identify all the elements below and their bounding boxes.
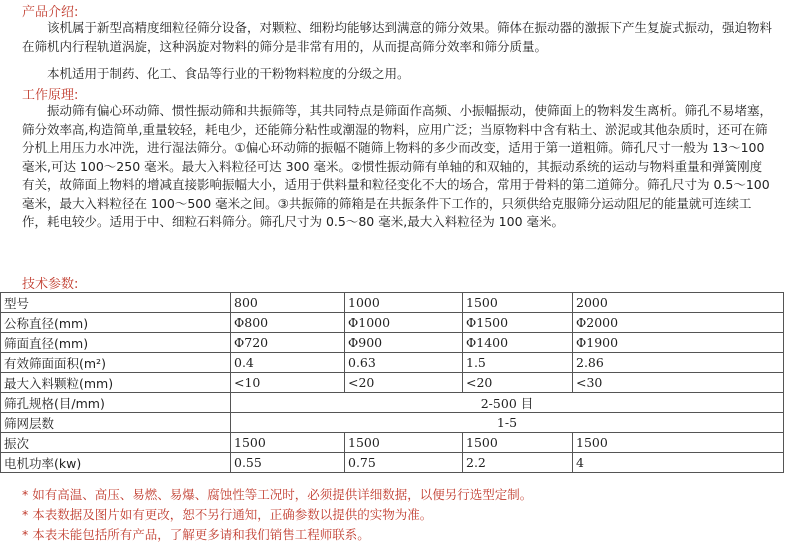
- note-data-changes: * 本表数据及图片如有更改，恕不另行通知，正确参数以提供的实物为准。: [22, 507, 433, 522]
- table-row: [1, 293, 784, 313]
- table-cell: 2.86: [573, 353, 784, 373]
- row-label: 有效筛面面积(m²): [1, 353, 231, 373]
- row-label: 公称直径(mm): [1, 313, 231, 333]
- table-cell: <20: [463, 373, 573, 393]
- spec-table: [0, 292, 784, 473]
- table-cell: Φ1900: [573, 333, 784, 353]
- table-cell: 0.75: [345, 453, 463, 473]
- table-row: [1, 333, 784, 353]
- table-cell: Φ1400: [463, 333, 573, 353]
- table-cell: Φ900: [345, 333, 463, 353]
- table-row: [1, 373, 784, 393]
- table-cell: 4: [573, 453, 784, 473]
- notes-block: [22, 485, 532, 545]
- table-cell: <30: [573, 373, 784, 393]
- note-contact-sales: * 本表未能包括所有产品，了解更多请和我们销售工程师联系。: [22, 527, 370, 542]
- table-row: [1, 453, 784, 473]
- model-1000: 1000: [345, 293, 463, 313]
- intro-paragraph: 该机属于新型高精度细粒径筛分设备，对颗粒、细粉均能够达到满意的筛分效果。筛体在振动器的激振下产生复旋式振动，强迫物料在筛机内行程轨道涡旋，这种涡旋对物料的筛分是非常有用的，从而提高筛分效率和筛分质量。: [22, 20, 773, 54]
- table-cell: Φ1500: [463, 313, 573, 333]
- table-cell: <10: [231, 373, 345, 393]
- table-cell: 0.63: [345, 353, 463, 373]
- row-label: 筛面直径(mm): [1, 333, 231, 353]
- row-label: 筛网层数: [1, 413, 231, 433]
- table-cell: Φ2000: [573, 313, 784, 333]
- table-cell: Φ1000: [345, 313, 463, 333]
- principle-paragraph: 振动筛有偏心环动筛、惯性振动筛和共振筛等，其共同特点是筛面作高频、小振幅振动，使筛面上的物料发生离析。筛孔不易堵塞，筛分效率高,构造简单,重量较轻，耗电少，还能筛分粘性或潮湿的物料，应用广泛；当原物料中含有粘土、淤泥或其他杂质时，还可在筛分机上用压力水冲洗，进行湿法筛分。①偏心环动筛的振幅不随筛上物料的多少而改变，适用于第一道粗筛。筛孔尺寸一般为 13～100 毫米,可达 100～250 毫米。最大入料粒径可达 300 毫米。②惯性振动筛有单轴的和双轴的，其振动系统的运动与物料重量和弹簧刚度有关，故筛面上物料的增减直接影响振幅大小，适用于供料量和粒径变化不大的场合，常用于骨料的第二道筛分。筛孔尺寸为 0.5～100 毫米，最大入料粒径在 100～500 毫米之间。③共振筛的筛箱是在共振条件下工作的，只须供给克服筛分运动阻尼的能量就可连续工作，耗电较少。适用于中、细粒石料筛分。筛孔尺寸为 0.5～80 毫米,最大入料粒径为 100 毫米。: [22, 103, 773, 229]
- table-cell: 1500: [463, 433, 573, 453]
- intro-usage-paragraph: 本机适用于制药、化工、食品等行业的干粉物料粒度的分级之用。: [47, 66, 410, 81]
- table-cell: 2.2: [463, 453, 573, 473]
- table-row: [1, 313, 784, 333]
- table-row: [1, 413, 784, 433]
- table-cell: Φ720: [231, 333, 345, 353]
- row-label: 最大入料颗粒(mm): [1, 373, 231, 393]
- note-custom-order: * 如有高温、高压、易燃、易爆、腐蚀性等工况时，必须提供详细数据，以便另行选型定制。: [22, 487, 533, 502]
- mesh-range-cell: 2-500 目: [231, 393, 784, 413]
- table-cell: 1.5: [463, 353, 573, 373]
- model-800: 800: [231, 293, 345, 313]
- row-label: 振次: [1, 433, 231, 453]
- row-label: 筛孔规格(目/mm): [1, 393, 231, 413]
- table-cell: 0.4: [231, 353, 345, 373]
- layers-range-cell: 1-5: [231, 413, 784, 433]
- table-row: [1, 353, 784, 373]
- principle-heading: 工作原理:: [22, 88, 79, 103]
- table-cell: 1500: [231, 433, 345, 453]
- row-label: 电机功率(kw): [1, 453, 231, 473]
- model-2000: 2000: [573, 293, 784, 313]
- table-row: [1, 393, 784, 413]
- table-cell: <20: [345, 373, 463, 393]
- table-cell: 1500: [345, 433, 463, 453]
- model-label: 型号: [1, 293, 231, 313]
- table-cell: 0.55: [231, 453, 345, 473]
- model-1500: 1500: [463, 293, 573, 313]
- table-row: [1, 433, 784, 453]
- table-cell: 1500: [573, 433, 784, 453]
- table-cell: Φ800: [231, 313, 345, 333]
- specs-heading: 技术参数:: [22, 277, 79, 292]
- intro-heading: 产品介绍:: [22, 5, 79, 20]
